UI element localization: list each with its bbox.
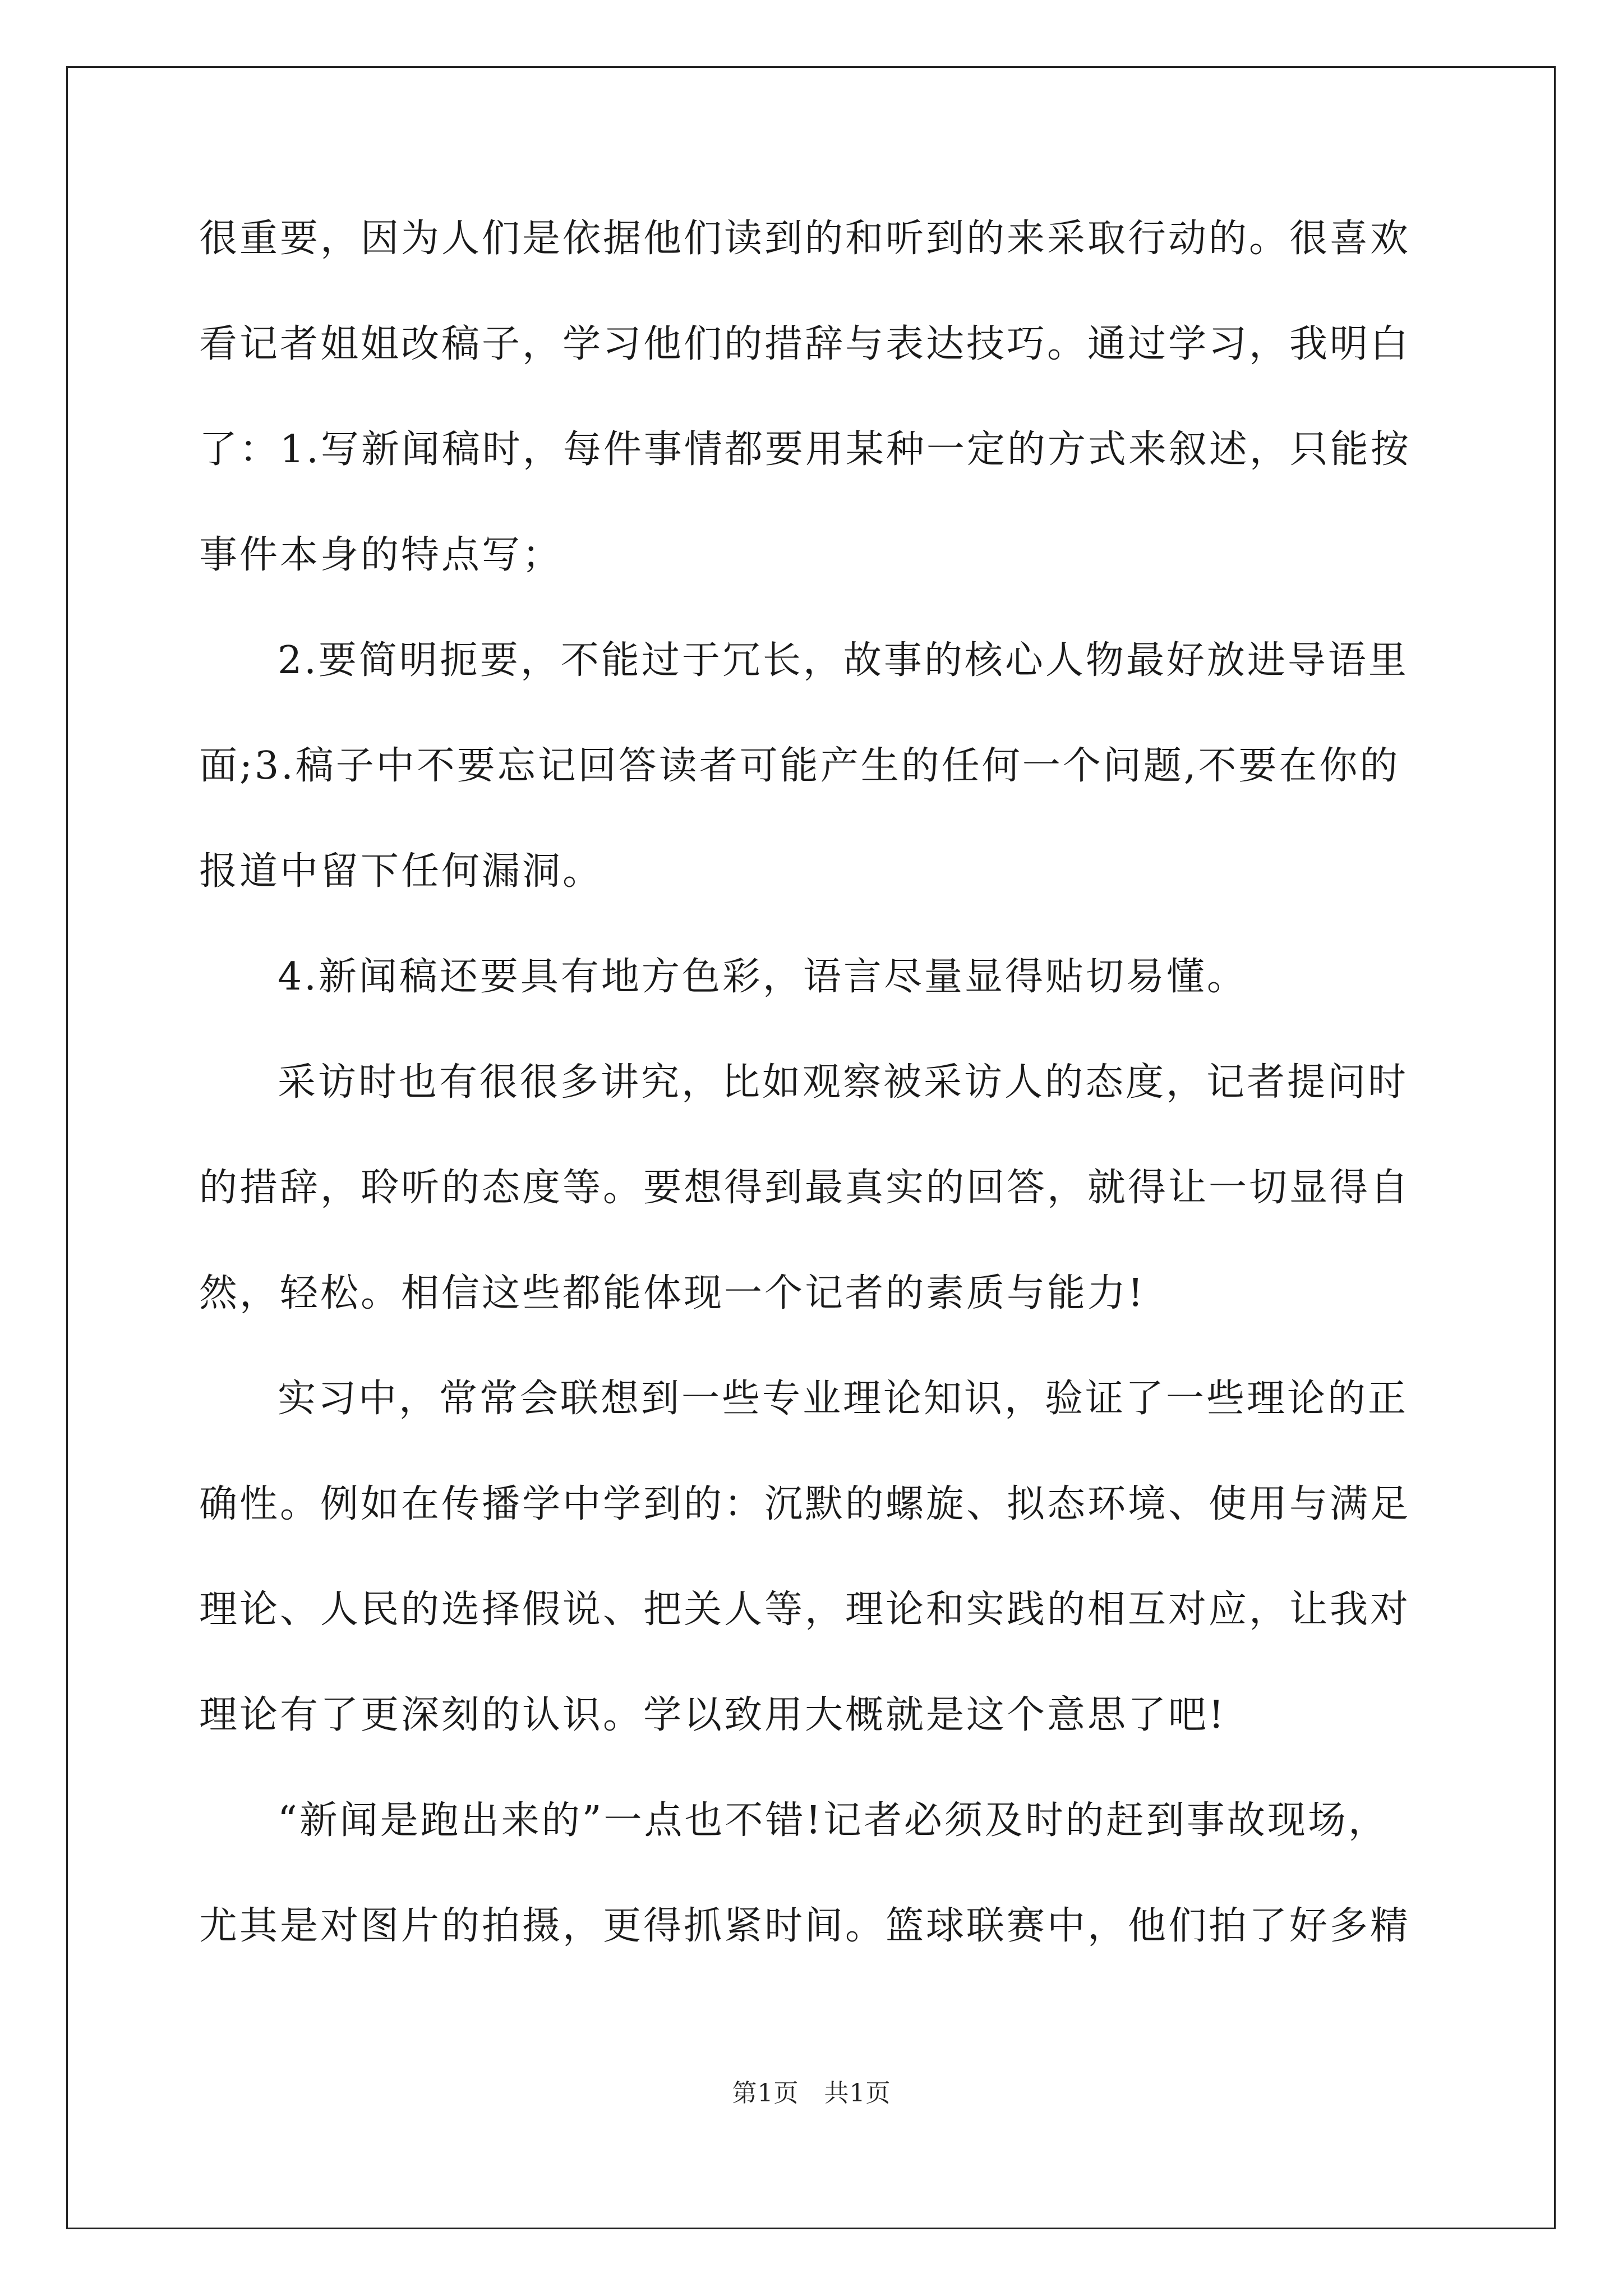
text-line: 然，轻松。相信这些都能体现一个记者的素质与能力! xyxy=(199,1271,1146,1315)
text-line: 的措辞，聆听的态度等。要想得到最真实的回答，就得让一切显得自 xyxy=(199,1166,1411,1210)
text-line: 了：1.写新闻稿时，每件事情都要用某种一定的方式来叙述，只能按 xyxy=(199,427,1411,472)
text-line: 很重要，因为人们是依据他们读到的和听到的来采取行动的。很喜欢 xyxy=(199,217,1411,261)
text-line: 2.要简明扼要，不能过于冗长，故事的核心人物最好放进导语里 xyxy=(278,638,1409,683)
text-line: 看记者姐姐改稿子，学习他们的措辞与表达技巧。通过学习，我明白 xyxy=(199,322,1411,366)
text-line: “新闻是跑出来的”一点也不错!记者必须及时的赶到事故现场， xyxy=(278,1798,1389,1843)
page-number: 第1页 共1页 xyxy=(732,2079,891,2108)
text-line: 确性。例如在传播学中学到的：沉默的螺旋、拟态环境、使用与满足 xyxy=(199,1482,1411,1526)
text-line: 报道中留下任何漏洞。 xyxy=(199,849,603,894)
text-line: 理论、人民的选择假说、把关人等，理论和实践的相互对应，让我对 xyxy=(199,1588,1411,1632)
text-line: 事件本身的特点写； xyxy=(199,533,563,577)
text-line: 采访时也有很很多讲究，比如观察被采访人的态度，记者提问时 xyxy=(278,1060,1409,1105)
page-footer xyxy=(0,2077,1623,2110)
text-line: 面;3.稿子中不要忘记回答读者可能产生的任何一个问题,不要在你的 xyxy=(199,744,1400,788)
text-line: 理论有了更深刻的认识。学以致用大概就是这个意思了吧! xyxy=(199,1693,1227,1737)
text-line: 尤其是对图片的拍摄，更得抓紧时间。篮球联赛中，他们拍了好多精 xyxy=(199,1904,1411,1948)
text-line: 4.新闻稿还要具有地方色彩，语言尽量显得贴切易懂。 xyxy=(278,955,1247,999)
text-line: 实习中，常常会联想到一些专业理论知识，验证了一些理论的正 xyxy=(278,1377,1409,1421)
